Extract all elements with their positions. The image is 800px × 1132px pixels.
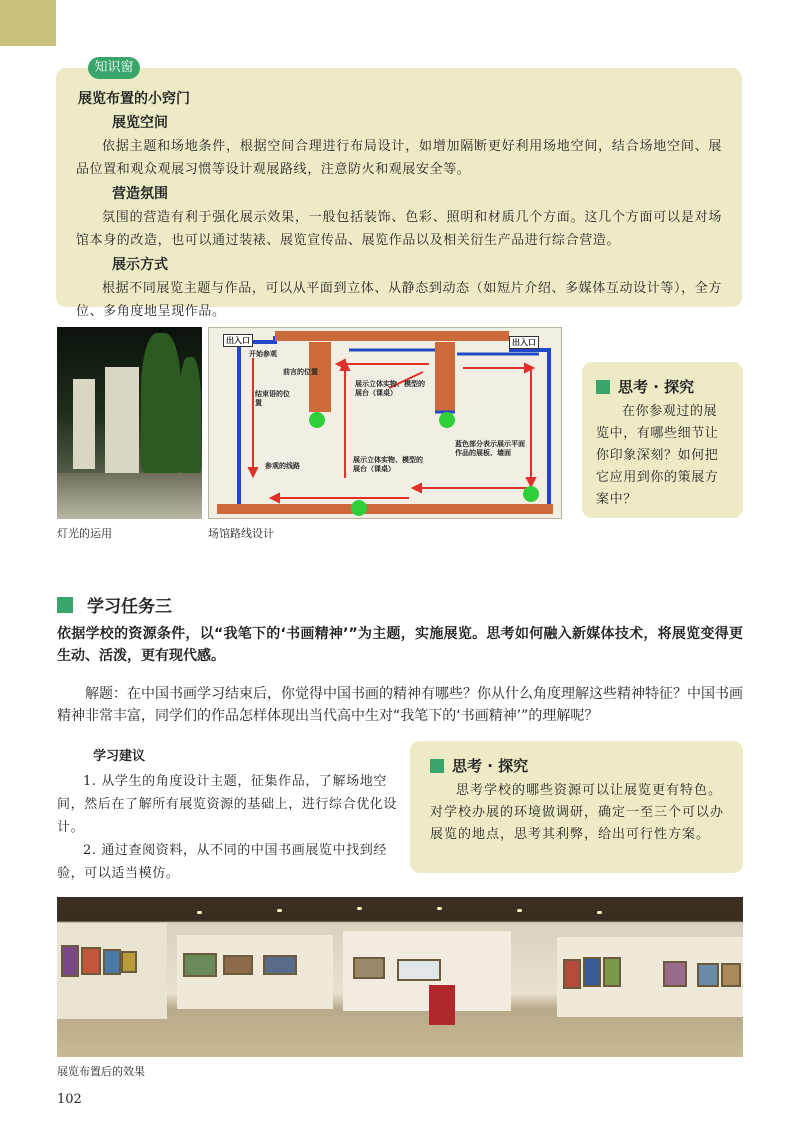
- route-label: 参观的线路: [265, 462, 300, 470]
- booth-label-1: 展示立体实物、模型的展台（课桌）: [355, 380, 425, 397]
- advice-title: 学习建议: [93, 749, 146, 764]
- square-bullet-icon: [57, 597, 73, 613]
- booth-label-2: 展示立体实物、模型的展台（课桌）: [353, 456, 423, 473]
- section-body-atmosphere: 氛围的营造有利于强化展示效果，一般包括装饰、色彩、照明和材质几个方面。这几个方面可以是对场馆本身的改造，也可以通过装裱、展览宣传品、展览作品以及相关衍生产品进行综合营造。: [76, 210, 722, 248]
- think-heading-2: [430, 755, 725, 776]
- section-body-space: 依据主题和场地条件，根据空间合理进行布局设计，如增加隔断更好利用场地空间，结合场地空间、展品位置和观众观展习惯等设计观展路线，注意防火和观展安全等。: [76, 139, 722, 177]
- page-number: 102: [57, 1092, 82, 1107]
- entry-right-label: 出入口: [509, 336, 539, 349]
- venue-route-plan: [208, 327, 562, 519]
- exhibition-panorama-photo: [57, 897, 743, 1057]
- knowledge-title: 展览布置的小窍门: [78, 91, 190, 107]
- section-heading-space: 展览空间: [112, 115, 168, 131]
- think-title-1: 思考 · 探究: [618, 378, 695, 396]
- square-bullet-icon: [430, 759, 444, 773]
- section-heading-atmosphere: 营造氛围: [112, 186, 168, 202]
- ending-label: 结束语的位置: [255, 390, 290, 407]
- red-chairs: [429, 985, 455, 1025]
- plan-caption: 场馆路线设计: [208, 527, 274, 540]
- task-intro: 依据学校的资源条件，以“我笔下的‘书画精神’”为主题，实施展览。思考如何融入新媒体技术，将展览变得更生动、活泼，更有现代感。: [57, 626, 743, 664]
- task-title: 学习任务三: [87, 597, 172, 617]
- section-heading-display: 展示方式: [112, 257, 168, 273]
- think-heading-1: [596, 376, 729, 397]
- learning-advice: [57, 745, 397, 885]
- lighting-photo: [57, 327, 202, 519]
- think-body-2: 思考学校的哪些资源可以让展览更有特色。对学校办展的环境做调研，确定一至三个可以办展览的地点，思考其利弊，给出可行性方案。: [430, 783, 725, 842]
- knowledge-window: [56, 68, 742, 319]
- think-explore-box-2: [410, 741, 743, 873]
- think-explore-box-1: [582, 362, 743, 518]
- section-body-display: 根据不同展览主题与作品，可以从平面到立体、从静态到动态（如短片介绍、多媒体互动设计等），全方位、多角度地呈现作品。: [76, 281, 722, 319]
- panorama-caption: 展览布置后的效果: [57, 1065, 145, 1078]
- advice-item-2: 2. 通过查阅资料，从不同的中国书画展览中找到经验，可以适当模仿。: [57, 843, 387, 881]
- panel-label: 蓝色部分表示展示平面作品的展板、墙面: [455, 440, 525, 457]
- preface-label: 前言的位置: [283, 368, 318, 376]
- start-label: 开始参观: [249, 350, 277, 358]
- corner-decoration: [0, 0, 56, 46]
- advice-item-1: 1. 从学生的角度设计主题，征集作品，了解场地空间，然后在了解所有展览资源的基础上，进行综合优化设计。: [57, 774, 398, 835]
- photo-caption: 灯光的运用: [57, 527, 112, 540]
- think-title-2: 思考 · 探究: [452, 757, 529, 775]
- think-body-1: 在你参观过的展览中，有哪些细节让你印象深刻？如何把它应用到你的策展方案中？: [596, 404, 719, 507]
- square-bullet-icon: [596, 380, 610, 394]
- entry-left-label: 出入口: [223, 334, 253, 347]
- task-heading: [57, 592, 172, 617]
- knowledge-tab: 知识窗: [88, 57, 140, 79]
- task-analysis: 解题：在中国书画学习结束后，你觉得中国书画的精神有哪些？你从什么角度理解这些精神特征？中国书画精神非常丰富，同学们的作品怎样体现出当代高中生对“我笔下的‘书画精神’”的理解呢？: [57, 686, 743, 724]
